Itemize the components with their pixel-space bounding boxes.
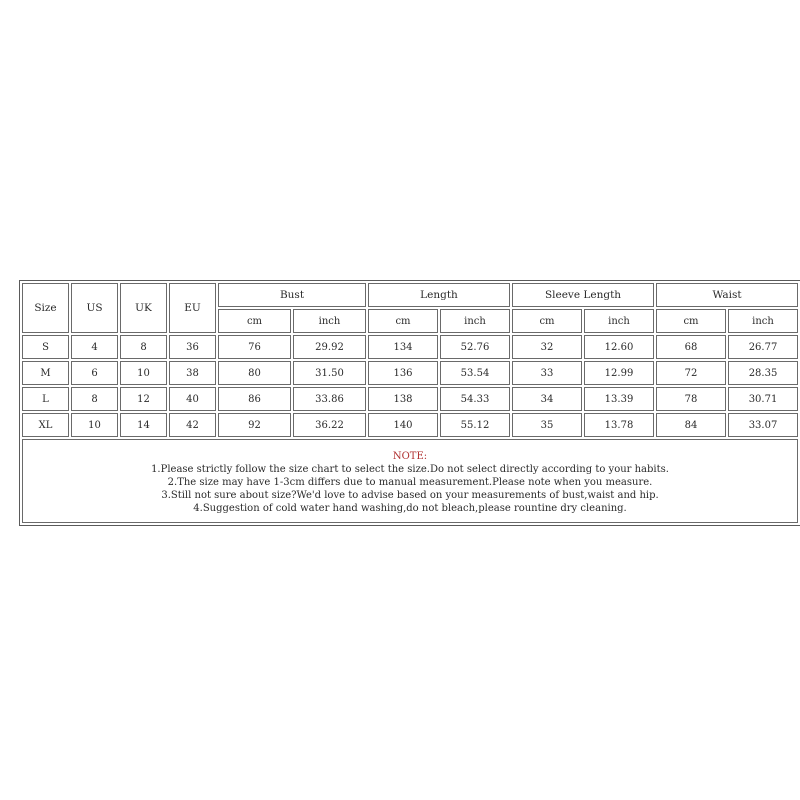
table-cell: 10 [120, 361, 167, 385]
table-cell: 28.35 [728, 361, 798, 385]
table-cell: 55.12 [440, 413, 510, 437]
table-cell: 33.86 [293, 387, 366, 411]
table-cell: 34 [512, 387, 582, 411]
header-bust: Bust [218, 283, 366, 307]
table-cell: 42 [169, 413, 216, 437]
table-cell: 12.99 [584, 361, 654, 385]
table-cell: 54.33 [440, 387, 510, 411]
table-cell: 8 [120, 335, 167, 359]
table-cell: 33.07 [728, 413, 798, 437]
table-cell: 92 [218, 413, 291, 437]
table-cell: 36.22 [293, 413, 366, 437]
header-size: Size [22, 283, 69, 333]
unit-header: inch [584, 309, 654, 333]
table-cell: 134 [368, 335, 438, 359]
table-cell: 78 [656, 387, 726, 411]
table-row [22, 335, 798, 359]
table-cell: 30.71 [728, 387, 798, 411]
table-cell: 8 [71, 387, 118, 411]
table-cell: 86 [218, 387, 291, 411]
table-cell: 6 [71, 361, 118, 385]
note-title: NOTE: [392, 450, 428, 462]
table-cell: 10 [71, 413, 118, 437]
unit-header: cm [512, 309, 582, 333]
table-cell: 138 [368, 387, 438, 411]
note-row [22, 439, 798, 523]
header-length: Length [368, 283, 510, 307]
unit-header: cm [218, 309, 291, 333]
table-cell: 26.77 [728, 335, 798, 359]
table-cell: 80 [218, 361, 291, 385]
table-cell: 14 [120, 413, 167, 437]
table-cell: 136 [368, 361, 438, 385]
table-cell: L [22, 387, 69, 411]
table-cell: 13.39 [584, 387, 654, 411]
table-cell: 31.50 [293, 361, 366, 385]
note-line: 1.Please strictly follow the size chart to select the size.Do not select directly according to your habits. [151, 463, 669, 475]
table-cell: 52.76 [440, 335, 510, 359]
table-row [22, 387, 798, 411]
unit-header: cm [368, 309, 438, 333]
header-us: US [71, 283, 118, 333]
table-cell: 140 [368, 413, 438, 437]
table-cell: S [22, 335, 69, 359]
table-cell: 29.92 [293, 335, 366, 359]
header-uk: UK [120, 283, 167, 333]
note-line: 3.Still not sure about size?We'd love to advise based on your measurements of bust,waist and hip. [161, 489, 659, 501]
header-row-groups [22, 283, 798, 307]
table-cell: 53.54 [440, 361, 510, 385]
table-cell: 36 [169, 335, 216, 359]
table-cell: 84 [656, 413, 726, 437]
table-cell: 4 [71, 335, 118, 359]
header-eu: EU [169, 283, 216, 333]
unit-header: inch [440, 309, 510, 333]
table-cell: 76 [218, 335, 291, 359]
note-block [22, 439, 798, 523]
table-row [22, 413, 798, 437]
table-row [22, 361, 798, 385]
table-cell: 38 [169, 361, 216, 385]
table-cell: 32 [512, 335, 582, 359]
note-line: 4.Suggestion of cold water hand washing,do not bleach,please rountine dry cleaning. [193, 502, 627, 514]
header-sleeve-length: Sleeve Length [512, 283, 654, 307]
table-cell: 12 [120, 387, 167, 411]
table-cell: 13.78 [584, 413, 654, 437]
size-table [19, 280, 800, 526]
table-cell: 68 [656, 335, 726, 359]
unit-header: inch [728, 309, 798, 333]
table-cell: 72 [656, 361, 726, 385]
note-line: 2.The size may have 1-3cm differs due to manual measurement.Please note when you measure. [167, 476, 653, 488]
table-cell: 40 [169, 387, 216, 411]
size-chart [19, 280, 780, 526]
unit-header: inch [293, 309, 366, 333]
header-waist: Waist [656, 283, 798, 307]
table-cell: 33 [512, 361, 582, 385]
unit-header: cm [656, 309, 726, 333]
table-cell: M [22, 361, 69, 385]
table-cell: 35 [512, 413, 582, 437]
table-cell: 12.60 [584, 335, 654, 359]
table-cell: XL [22, 413, 69, 437]
